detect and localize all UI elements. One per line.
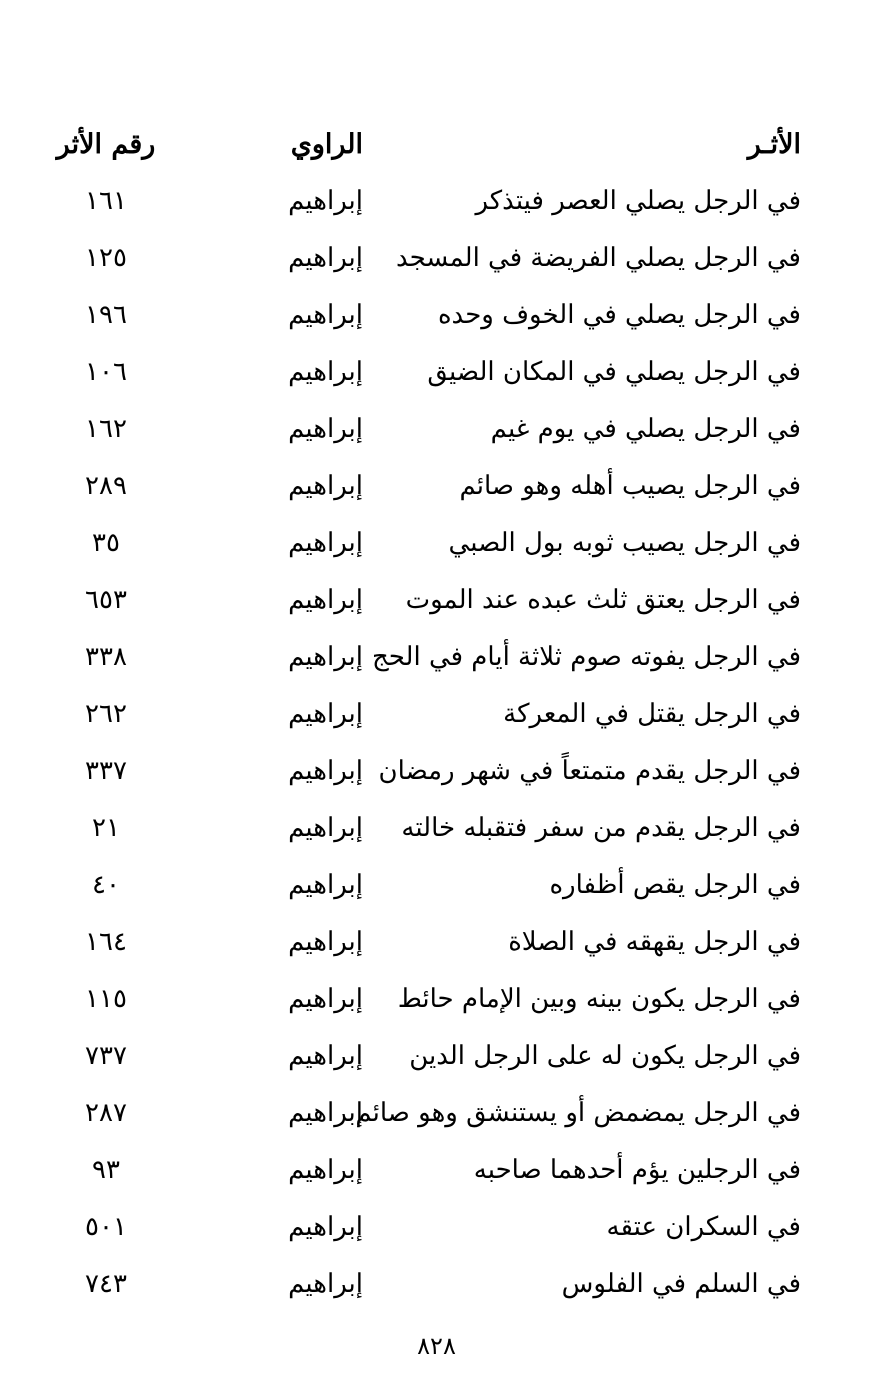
athar-number: ١٦١ xyxy=(85,186,127,216)
rawi-name: إبراهيم xyxy=(288,528,363,558)
athar-title: في الرجل يصلي في المكان الضيق xyxy=(427,357,801,387)
rawi-name: إبراهيم xyxy=(288,1269,363,1299)
rawi-name: إبراهيم xyxy=(288,585,363,615)
athar-title: في الرجل يصلي العصر فيتذكر xyxy=(475,186,801,216)
rawi-name: إبراهيم xyxy=(288,984,363,1014)
athar-number: ٢٨٧ xyxy=(85,1098,127,1128)
table-row xyxy=(0,401,873,458)
page-number: ٨٢٨ xyxy=(417,1332,456,1360)
rawi-name: إبراهيم xyxy=(288,756,363,786)
athar-number: ٤٠ xyxy=(92,870,120,900)
header-athar: الأثـر xyxy=(747,129,801,160)
table-row xyxy=(0,1085,873,1142)
rawi-name: إبراهيم xyxy=(288,414,363,444)
table-row xyxy=(0,458,873,515)
athar-number: ٣٣٨ xyxy=(85,642,127,672)
athar-title: في الرجل يصلي في الخوف وحده xyxy=(437,300,801,330)
athar-number: ١٢٥ xyxy=(85,243,127,273)
athar-number: ١٦٤ xyxy=(85,927,127,957)
rawi-name: إبراهيم xyxy=(288,300,363,330)
athar-title: في السكران عتقه xyxy=(606,1212,801,1242)
table-row xyxy=(0,344,873,401)
athar-title: في الرجلين يؤم أحدهما صاحبه xyxy=(473,1155,801,1185)
header-rawi: الراوي xyxy=(290,129,363,160)
athar-title: في الرجل يكون بينه وبين الإمام حائط xyxy=(397,984,801,1014)
rawi-name: إبراهيم xyxy=(288,1155,363,1185)
athar-title: في الرجل يقص أظفاره xyxy=(549,870,801,900)
table-row xyxy=(0,287,873,344)
athar-number: ٧٣٧ xyxy=(85,1041,127,1071)
table-row xyxy=(0,743,873,800)
rawi-name: إبراهيم xyxy=(288,1098,363,1128)
athar-title: في الرجل يعتق ثلث عبده عند الموت xyxy=(405,585,801,615)
table-row xyxy=(0,572,873,629)
table-row xyxy=(0,629,873,686)
header-number: رقم الأثر xyxy=(56,129,156,160)
table-row xyxy=(0,1199,873,1256)
athar-number: ٢٦٢ xyxy=(85,699,127,729)
table-row xyxy=(0,800,873,857)
athar-number: ٩٣ xyxy=(92,1155,120,1185)
athar-number: ٢٨٩ xyxy=(85,471,127,501)
athar-number: ٣٥ xyxy=(92,528,120,558)
rawi-name: إبراهيم xyxy=(288,186,363,216)
athar-title: في الرجل يقدم متمتعاً في شهر رمضان xyxy=(378,756,801,786)
athar-title: في الرجل يمضمض أو يستنشق وهو صائم xyxy=(355,1098,801,1128)
athar-number: ١٠٦ xyxy=(85,357,127,387)
table-header xyxy=(0,116,873,173)
rawi-name: إبراهيم xyxy=(288,870,363,900)
athar-title: في الرجل يصلي الفريضة في المسجد xyxy=(395,243,801,273)
athar-number: ١١٥ xyxy=(85,984,127,1014)
athar-number: ٥٠١ xyxy=(85,1212,127,1242)
table-row xyxy=(0,857,873,914)
athar-number: ١٩٦ xyxy=(85,300,127,330)
table-row xyxy=(0,1256,873,1313)
rawi-name: إبراهيم xyxy=(288,1041,363,1071)
athar-title: في الرجل يقدم من سفر فتقبله خالته xyxy=(401,813,801,843)
table-row xyxy=(0,914,873,971)
athar-number: ٧٤٣ xyxy=(85,1269,127,1299)
rawi-name: إبراهيم xyxy=(288,1212,363,1242)
rawi-name: إبراهيم xyxy=(288,927,363,957)
athar-title: في السلم في الفلوس xyxy=(561,1269,801,1299)
athar-number: ١٦٢ xyxy=(85,414,127,444)
athar-title: في الرجل يصيب أهله وهو صائم xyxy=(459,471,801,501)
table-row xyxy=(0,173,873,230)
athar-title: في الرجل يصيب ثوبه بول الصبي xyxy=(448,528,801,558)
rawi-name: إبراهيم xyxy=(288,357,363,387)
table-row xyxy=(0,686,873,743)
athar-title: في الرجل يقهقه في الصلاة xyxy=(508,927,801,957)
athar-title: في الرجل يصلي في يوم غيم xyxy=(490,414,801,444)
rawi-name: إبراهيم xyxy=(288,642,363,672)
rawi-name: إبراهيم xyxy=(288,471,363,501)
table-row xyxy=(0,515,873,572)
athar-title: في الرجل يفوته صوم ثلاثة أيام في الحج xyxy=(371,642,801,672)
rawi-name: إبراهيم xyxy=(288,243,363,273)
athar-number: ٣٣٧ xyxy=(85,756,127,786)
rawi-name: إبراهيم xyxy=(288,699,363,729)
table-row xyxy=(0,1142,873,1199)
athar-title: في الرجل يكون له على الرجل الدين xyxy=(409,1041,801,1071)
rawi-name: إبراهيم xyxy=(288,813,363,843)
table-row xyxy=(0,971,873,1028)
table-row xyxy=(0,1028,873,1085)
athar-number: ٢١ xyxy=(92,813,120,843)
athar-number: ٦٥٣ xyxy=(85,585,127,615)
table-row xyxy=(0,230,873,287)
athar-title: في الرجل يقتل في المعركة xyxy=(503,699,801,729)
